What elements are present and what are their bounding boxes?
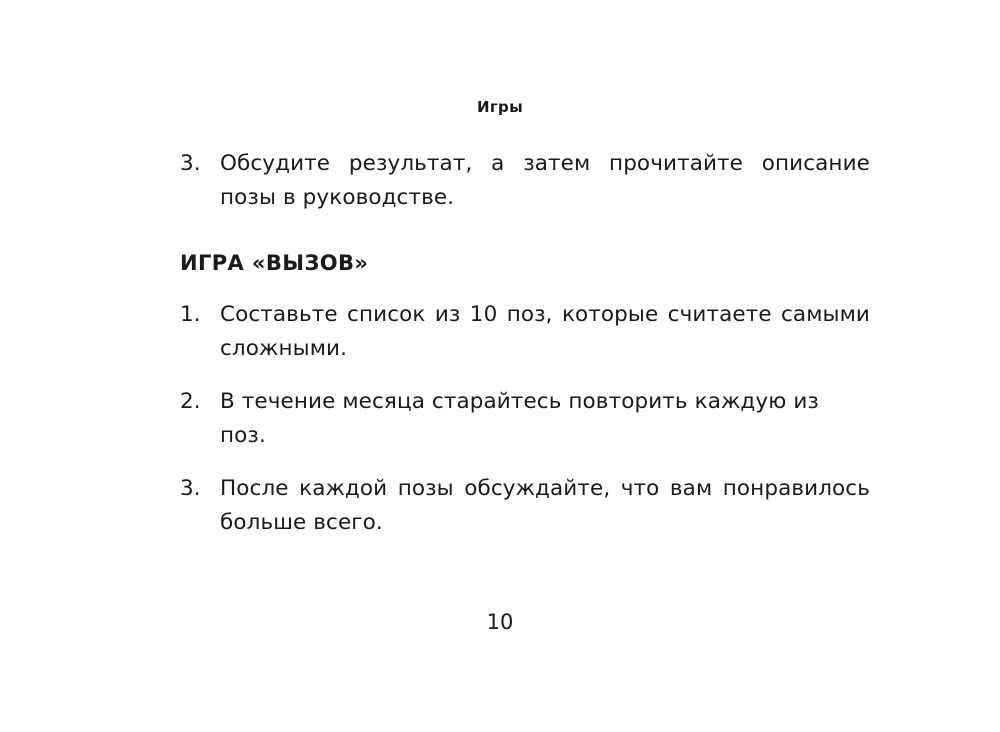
section-heading: ИГРА «ВЫЗОВ» <box>180 251 369 275</box>
list-item <box>180 472 870 540</box>
list-item-number: 3. <box>180 476 201 501</box>
list-item-number: 2. <box>180 389 201 414</box>
list-item-text: После каждой позы обсуждайте, что вам понравилось больше всего. <box>220 476 870 535</box>
list-item-number: 1. <box>180 302 201 327</box>
page-number: 10 <box>486 610 514 634</box>
list-item-text: Обсудите результат, а затем прочитайте описание позы в руководстве. <box>220 151 870 210</box>
page-content <box>180 147 870 540</box>
running-header: Игры <box>477 98 523 116</box>
list-item <box>180 298 870 366</box>
list-item <box>180 385 870 453</box>
numbered-list <box>180 298 870 540</box>
list-item-number: 3. <box>180 151 201 176</box>
list-item-text: В течение месяца старайтесь повторить каждую из поз. <box>220 389 819 448</box>
list-item-text: Составьте список из 10 поз, которые считаете самыми сложными. <box>220 302 870 361</box>
list-item <box>180 147 870 215</box>
